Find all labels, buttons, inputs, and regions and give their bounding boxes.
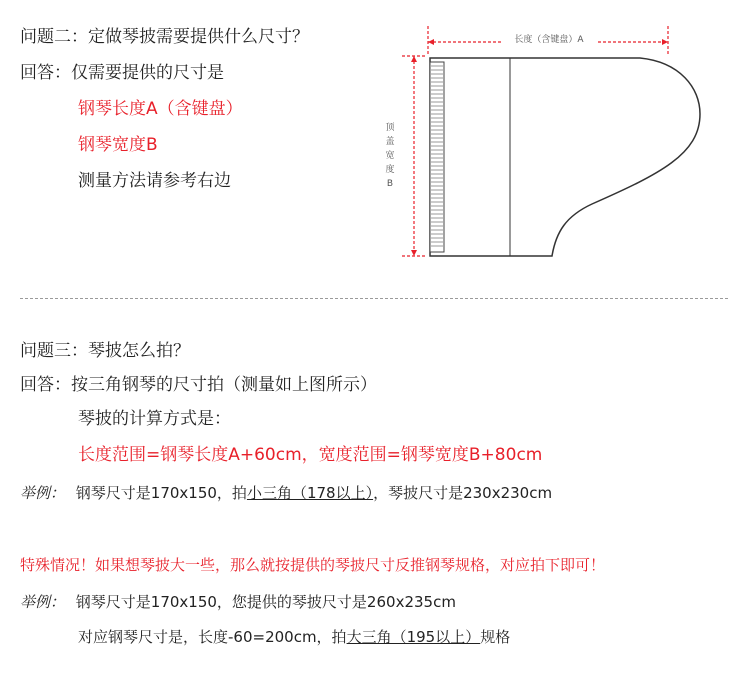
width-label-1: 顶 [385, 123, 395, 133]
special-line2-part1: 对应钢琴尺寸是，长度-60=200cm，拍 [78, 628, 347, 646]
q2-item-length: 钢琴长度A（含键盘） [78, 99, 243, 119]
q3-answer-text: 按三角钢琴的尺寸拍（测量如上图所示） [71, 375, 377, 395]
special-line2 [78, 626, 510, 648]
width-label-3: 宽 [385, 151, 395, 161]
piano-measurement-diagram [360, 18, 730, 276]
q2-answer-label: 回答： [20, 63, 71, 83]
width-label-5: B [386, 179, 394, 189]
length-dimension [428, 26, 668, 54]
q3-answer-label: 回答： [20, 375, 71, 395]
q3-example [20, 482, 552, 504]
q3-example-part2: ，琴披尺寸是230x230cm [373, 484, 553, 502]
special-example-label: 举例： [20, 593, 66, 611]
q2-answer-text: 仅需要提供的尺寸是 [71, 63, 224, 83]
q3-example-link[interactable]: 小三角（178以上） [246, 484, 374, 502]
special-example [20, 591, 456, 613]
grand-piano-outline [430, 58, 700, 256]
special-notice: 特殊情况！如果想琴披大一些，那么就按提供的琴披尺寸反推钢琴规格，对应拍下即可！ [20, 556, 606, 574]
q3-answer [20, 374, 377, 396]
q3-example-part1: 钢琴尺寸是170x150，拍 [75, 484, 247, 502]
q2-question: 问题二：定做琴披需要提供什么尺寸？ [20, 27, 309, 47]
q2-answer [20, 62, 224, 84]
q2-method: 测量方法请参考右边 [78, 171, 231, 191]
width-label-2: 盖 [385, 137, 395, 147]
q2-item-width: 钢琴宽度B [78, 135, 158, 155]
q3-question: 问题三：琴披怎么拍？ [20, 341, 190, 361]
special-line2-part2: 规格 [480, 628, 511, 646]
q3-formula: 长度范围=钢琴长度A+60cm，宽度范围=钢琴宽度B+80cm [78, 445, 543, 465]
width-dimension [385, 56, 426, 256]
q3-calc-title: 琴披的计算方式是： [78, 409, 231, 429]
section-divider [20, 298, 728, 299]
q3-example-label: 举例： [20, 484, 66, 502]
special-line2-link[interactable]: 大三角（195以上） [346, 628, 481, 646]
special-line1: 钢琴尺寸是170x150，您提供的琴披尺寸是260x235cm [75, 593, 456, 611]
width-label-4: 度 [385, 165, 395, 175]
length-label: 长度（含键盘）A [514, 35, 584, 45]
